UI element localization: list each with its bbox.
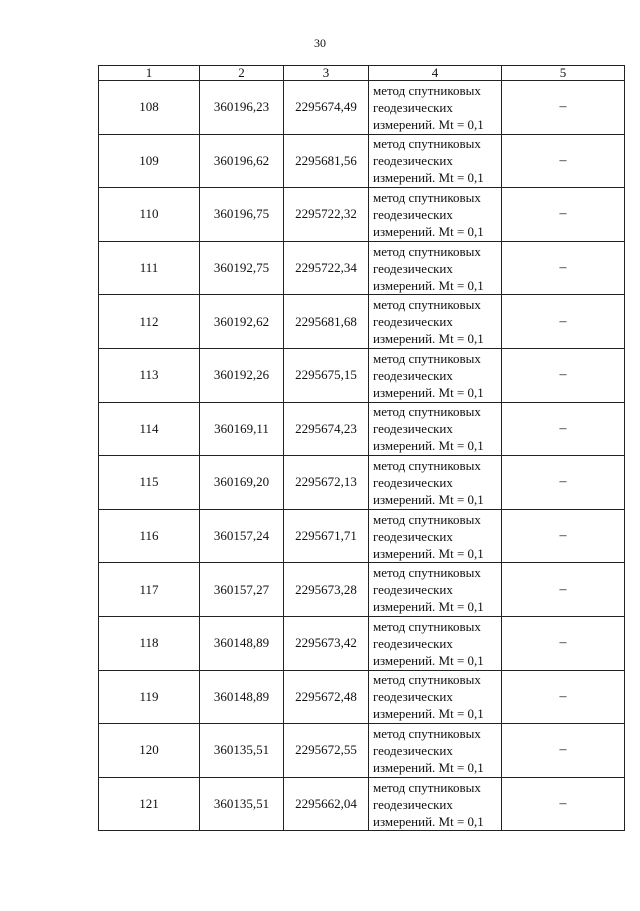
method-cell [369, 777, 502, 831]
remark-cell: – [502, 456, 625, 510]
x-coordinate-cell: 360135,51 [200, 777, 284, 831]
point-number-cell: 116 [99, 509, 200, 563]
point-number-cell: 112 [99, 295, 200, 349]
column-header-1: 1 [99, 66, 200, 81]
method-line: геодезических [373, 474, 453, 490]
y-coordinate-cell: 2295722,32 [284, 188, 369, 242]
remark-cell: – [502, 295, 625, 349]
y-coordinate-cell: 2295662,04 [284, 777, 369, 831]
y-coordinate-cell: 2295681,68 [284, 295, 369, 349]
x-coordinate-cell: 360192,75 [200, 241, 284, 295]
method-line: метод спутниковых [373, 243, 481, 259]
table-row [99, 724, 625, 778]
method-line: метод спутниковых [373, 565, 481, 581]
method-line: геодезических [373, 421, 453, 437]
point-number-cell: 109 [99, 134, 200, 188]
method-line: измерений. Mt = 0,1 [373, 813, 484, 829]
y-coordinate-cell: 2295674,23 [284, 402, 369, 456]
y-coordinate-cell: 2295672,55 [284, 724, 369, 778]
method-line: метод спутниковых [373, 779, 481, 795]
y-coordinate-cell: 2295675,15 [284, 348, 369, 402]
table-row [99, 134, 625, 188]
point-number-cell: 110 [99, 188, 200, 242]
method-line: метод спутниковых [373, 350, 481, 366]
method-cell [369, 616, 502, 670]
x-coordinate-cell: 360157,27 [200, 563, 284, 617]
method-line: измерений. Mt = 0,1 [373, 652, 484, 668]
method-line: геодезических [373, 367, 453, 383]
remark-cell: – [502, 134, 625, 188]
method-line: геодезических [373, 153, 453, 169]
column-header-5: 5 [502, 66, 625, 81]
method-cell [369, 81, 502, 135]
point-number-cell: 121 [99, 777, 200, 831]
table-row [99, 563, 625, 617]
remark-cell: – [502, 563, 625, 617]
table-row [99, 188, 625, 242]
remark-cell: – [502, 188, 625, 242]
method-line: метод спутниковых [373, 404, 481, 420]
table-body [99, 81, 625, 831]
method-line: метод спутниковых [373, 511, 481, 527]
method-cell [369, 134, 502, 188]
method-line: геодезических [373, 635, 453, 651]
method-line: измерений. Mt = 0,1 [373, 116, 484, 132]
method-line: метод спутниковых [373, 189, 481, 205]
method-line: геодезических [373, 260, 453, 276]
method-line: измерений. Mt = 0,1 [373, 384, 484, 400]
method-line: геодезических [373, 528, 453, 544]
method-line: метод спутниковых [373, 136, 481, 152]
point-number-cell: 115 [99, 456, 200, 510]
method-line: метод спутниковых [373, 618, 481, 634]
method-line: измерений. Mt = 0,1 [373, 706, 484, 722]
x-coordinate-cell: 360169,20 [200, 456, 284, 510]
method-cell [369, 348, 502, 402]
y-coordinate-cell: 2295681,56 [284, 134, 369, 188]
method-line: геодезических [373, 689, 453, 705]
method-line: метод спутниковых [373, 672, 481, 688]
header-row [99, 66, 625, 81]
method-line: измерений. Mt = 0,1 [373, 277, 484, 293]
table-row [99, 456, 625, 510]
y-coordinate-cell: 2295672,48 [284, 670, 369, 724]
method-line: измерений. Mt = 0,1 [373, 331, 484, 347]
remark-cell: – [502, 241, 625, 295]
x-coordinate-cell: 360196,75 [200, 188, 284, 242]
remark-cell: – [502, 509, 625, 563]
coordinates-table [98, 65, 625, 831]
x-coordinate-cell: 360192,62 [200, 295, 284, 349]
point-number-cell: 119 [99, 670, 200, 724]
x-coordinate-cell: 360148,89 [200, 616, 284, 670]
method-line: измерений. Mt = 0,1 [373, 545, 484, 561]
method-line: измерений. Mt = 0,1 [373, 438, 484, 454]
table-row [99, 81, 625, 135]
method-line: измерений. Mt = 0,1 [373, 759, 484, 775]
x-coordinate-cell: 360196,23 [200, 81, 284, 135]
method-line: измерений. Mt = 0,1 [373, 491, 484, 507]
table-row [99, 295, 625, 349]
point-number-cell: 108 [99, 81, 200, 135]
method-cell [369, 241, 502, 295]
method-cell [369, 456, 502, 510]
method-line: измерений. Mt = 0,1 [373, 170, 484, 186]
remark-cell: – [502, 724, 625, 778]
remark-cell: – [502, 402, 625, 456]
remark-cell: – [502, 348, 625, 402]
y-coordinate-cell: 2295671,71 [284, 509, 369, 563]
method-cell [369, 402, 502, 456]
x-coordinate-cell: 360157,24 [200, 509, 284, 563]
y-coordinate-cell: 2295672,13 [284, 456, 369, 510]
point-number-cell: 111 [99, 241, 200, 295]
method-line: метод спутниковых [373, 82, 481, 98]
y-coordinate-cell: 2295674,49 [284, 81, 369, 135]
table-row [99, 777, 625, 831]
remark-cell: – [502, 777, 625, 831]
x-coordinate-cell: 360169,11 [200, 402, 284, 456]
table-row [99, 616, 625, 670]
method-line: геодезических [373, 314, 453, 330]
method-line: измерений. Mt = 0,1 [373, 223, 484, 239]
method-line: геодезических [373, 99, 453, 115]
remark-cell: – [502, 81, 625, 135]
column-header-4: 4 [369, 66, 502, 81]
page-number: 30 [314, 36, 326, 50]
y-coordinate-cell: 2295722,34 [284, 241, 369, 295]
method-cell [369, 563, 502, 617]
x-coordinate-cell: 360148,89 [200, 670, 284, 724]
point-number-cell: 117 [99, 563, 200, 617]
method-line: измерений. Mt = 0,1 [373, 599, 484, 615]
method-line: метод спутниковых [373, 725, 481, 741]
method-line: геодезических [373, 742, 453, 758]
table-row [99, 348, 625, 402]
method-line: метод спутниковых [373, 297, 481, 313]
point-number-cell: 114 [99, 402, 200, 456]
method-cell [369, 670, 502, 724]
point-number-cell: 118 [99, 616, 200, 670]
x-coordinate-cell: 360192,26 [200, 348, 284, 402]
table-row [99, 670, 625, 724]
x-coordinate-cell: 360135,51 [200, 724, 284, 778]
table-row [99, 509, 625, 563]
method-cell [369, 295, 502, 349]
point-number-cell: 120 [99, 724, 200, 778]
table-row [99, 241, 625, 295]
table-row [99, 402, 625, 456]
method-cell [369, 509, 502, 563]
column-header-3: 3 [284, 66, 369, 81]
point-number-cell: 113 [99, 348, 200, 402]
column-header-2: 2 [200, 66, 284, 81]
remark-cell: – [502, 616, 625, 670]
y-coordinate-cell: 2295673,28 [284, 563, 369, 617]
method-cell [369, 724, 502, 778]
method-line: геодезических [373, 796, 453, 812]
remark-cell: – [502, 670, 625, 724]
x-coordinate-cell: 360196,62 [200, 134, 284, 188]
method-line: геодезических [373, 582, 453, 598]
method-cell [369, 188, 502, 242]
method-line: геодезических [373, 206, 453, 222]
method-line: метод спутниковых [373, 457, 481, 473]
y-coordinate-cell: 2295673,42 [284, 616, 369, 670]
